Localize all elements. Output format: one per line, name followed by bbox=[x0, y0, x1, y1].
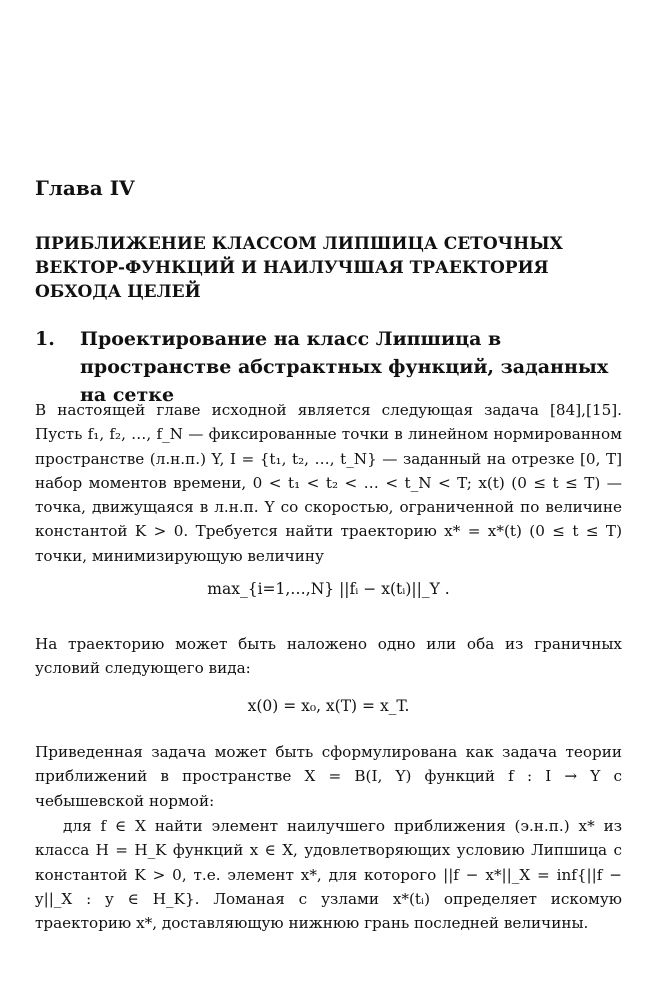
formula-boundary: x(0) = x₀, x(T) = x_T. bbox=[247, 697, 410, 715]
paragraph-intro: В настоящей главе исходной является следующая задача [84],[15]. Пусть f₁, f₂, …, f_N — фиксированные точки в линейном нормированном пространстве (л.н.п.) Y, I = {t₁, t₂, …, t_N} — заданный на отрезке [0, T] набор моментов времени, 0 < t₁ < t₂ < … < t_N < T; x(t) (0 ≤ t ≤ T) — точка, движущаяся в л.н.п. Y со скоростью, ограниченной по величине константой K > 0. Требуется найти траекторию x* = x*(t) (0 ≤ t ≤ T) точки, минимизирующую величину bbox=[35, 401, 622, 565]
formula-max-deviation: max_{i=1,…,N} ||fᵢ − x(tᵢ)||_Y . bbox=[207, 580, 450, 598]
paragraph-best-approximation: для f ∈ X найти элемент наилучшего приближения (э.н.п.) x* из класса H = H_K функций x ∈ X, удовлетворяющих условию Липшица с константой K > 0, т.е. элемент x*, для которого ||f − x*||_X = inf{||f − y||_X : y ∈ H_K}. Ломаная с узлами x*(tᵢ) определяет искомую траекторию x*, доставляющую нижнюю грань последней величины. bbox=[35, 817, 622, 933]
section-number: 1. bbox=[35, 328, 55, 350]
chapter-title: ПРИБЛИЖЕНИЕ КЛАССОМ ЛИПШИЦА СЕТОЧНЫХ ВЕКТОР-ФУНКЦИЙ И НАИЛУЧШАЯ ТРАЕКТОРИЯ ОБХОДА ЦЕЛЕЙ bbox=[35, 234, 563, 302]
paragraph-boundary-conditions: На траекторию может быть наложено одно или оба из граничных условий следующего вида: bbox=[35, 635, 622, 678]
paragraph-approximation-theory: Приведенная задача может быть сформулирована как задача теории приближений в пространстве X = B(I, Y) функций f : I → Y с чебышевской нормой: bbox=[35, 743, 622, 810]
section-heading bbox=[35, 325, 635, 409]
section-title: Проектирование на класс Липшица в пространстве абстрактных функций, заданных на сетке bbox=[80, 328, 609, 406]
chapter-label: Глава IV bbox=[35, 176, 135, 200]
